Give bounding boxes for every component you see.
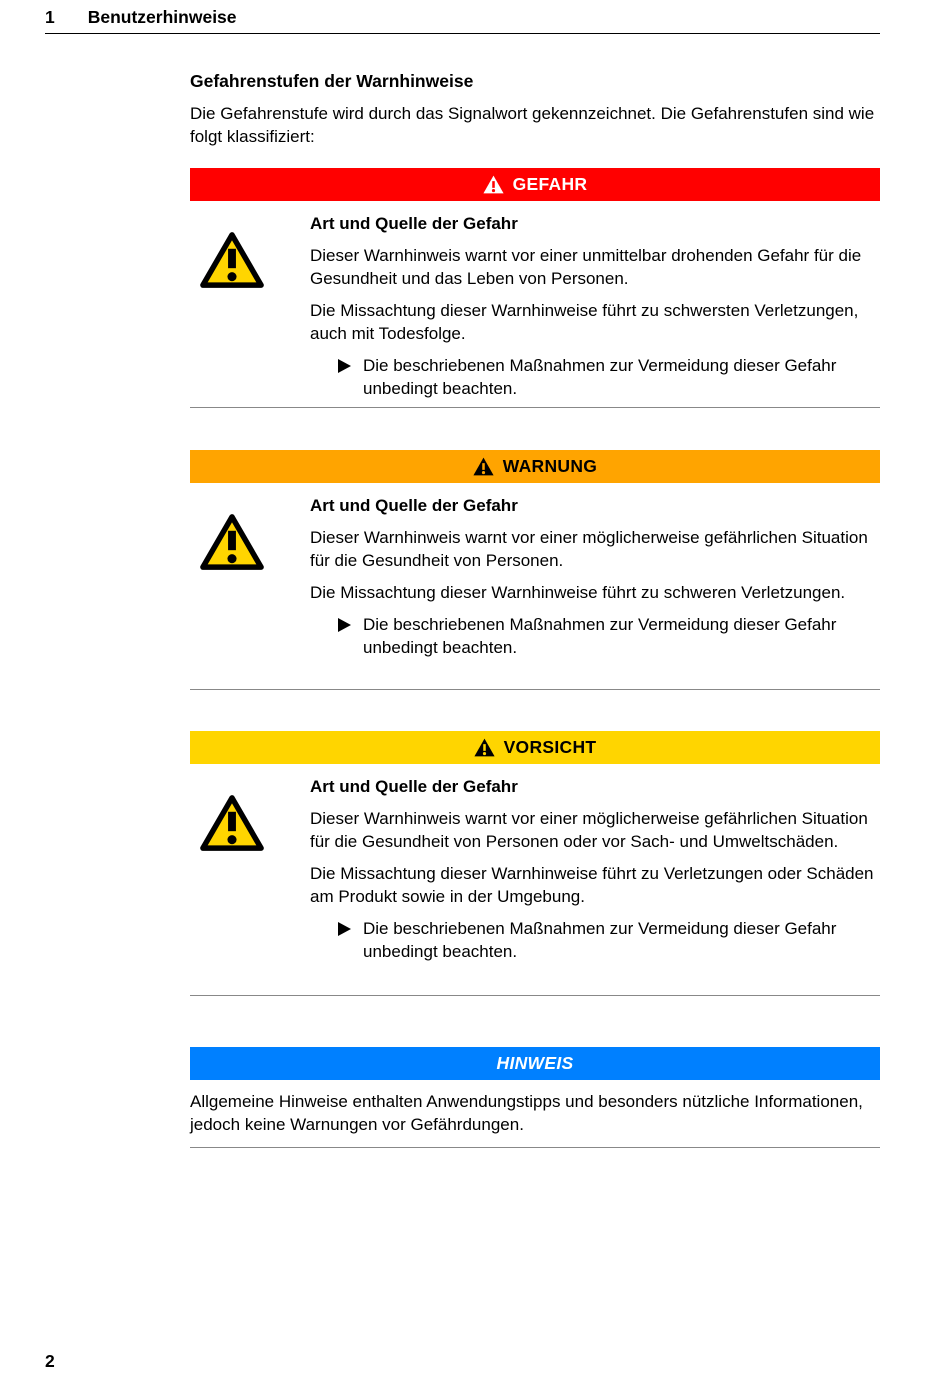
chapter-header (45, 6, 237, 29)
hazard-heading: Art und Quelle der Gefahr (310, 777, 518, 796)
hazard-paragraph: Die Missachtung dieser Warnhinweise führt zu Verletzungen oder Schäden am Produkt sowie in der Umgebung. (310, 864, 874, 906)
text-column (310, 775, 880, 963)
warnung-body (190, 494, 880, 659)
header-divider (45, 33, 880, 34)
text-column (310, 212, 880, 400)
warning-triangle-icon (198, 793, 266, 853)
signal-word: HINWEIS (496, 1053, 574, 1073)
warning-block-gefahr (190, 168, 880, 400)
text-column (310, 494, 880, 659)
section-divider (190, 407, 880, 408)
warning-sign-icon (483, 175, 504, 194)
action-bullet-icon (338, 359, 351, 373)
chapter-number: 1 (45, 7, 55, 27)
hinweis-banner (190, 1047, 880, 1080)
gefahr-banner (190, 168, 880, 201)
warnung-banner (190, 450, 880, 483)
vorsicht-body (190, 775, 880, 963)
page-footer (45, 1350, 55, 1373)
hazard-heading: Art und Quelle der Gefahr (310, 496, 518, 515)
section-divider (190, 689, 880, 690)
action-text: Die beschriebenen Maßnahmen zur Vermeidung dieser Gefahr unbedingt beachten. (363, 356, 837, 398)
action-item (310, 613, 880, 659)
icon-column (190, 775, 310, 963)
action-text: Die beschriebenen Maßnahmen zur Vermeidung dieser Gefahr unbedingt beachten. (363, 919, 837, 961)
chapter-title: Benutzerhinweise (87, 7, 237, 27)
intro-section (190, 70, 880, 148)
warning-block-warnung (190, 450, 880, 659)
section-divider (190, 995, 880, 996)
signal-word: VORSICHT (503, 737, 597, 757)
hazard-paragraph: Dieser Warnhinweis warnt vor einer möglicherweise gefährlichen Situation für die Gesundheit von Personen. (310, 528, 868, 570)
hazard-paragraph: Die Missachtung dieser Warnhinweise führt zu schweren Verletzungen. (310, 583, 846, 602)
action-item (310, 917, 880, 963)
warning-sign-icon (474, 738, 495, 757)
action-text: Die beschriebenen Maßnahmen zur Vermeidung dieser Gefahr unbedingt beachten. (363, 615, 837, 657)
hazard-paragraph: Die Missachtung dieser Warnhinweise führt zu schwersten Verletzungen, auch mit Todesfolge. (310, 301, 859, 343)
hazard-paragraph: Dieser Warnhinweis warnt vor einer unmittelbar drohenden Gefahr für die Gesundheit und das Leben von Personen. (310, 246, 862, 288)
page-number: 2 (45, 1351, 55, 1371)
signal-word: GEFAHR (512, 174, 588, 194)
gefahr-body (190, 212, 880, 400)
notice-block (190, 1047, 880, 1136)
action-bullet-icon (338, 618, 351, 632)
hazard-heading: Art und Quelle der Gefahr (310, 214, 518, 233)
intro-paragraph: Die Gefahrenstufe wird durch das Signalwort gekennzeichnet. Die Gefahrenstufen sind wie folgt klassifiziert: (190, 104, 875, 146)
notice-text: Allgemeine Hinweise enthalten Anwendungstipps und besonders nützliche Informationen, jedoch keine Warnungen vor Gefährdungen. (190, 1092, 863, 1134)
action-bullet-icon (338, 922, 351, 936)
icon-column (190, 212, 310, 400)
action-item (310, 354, 880, 400)
warning-triangle-icon (198, 512, 266, 572)
warning-sign-icon (473, 457, 494, 476)
section-divider (190, 1147, 880, 1148)
hazard-paragraph: Dieser Warnhinweis warnt vor einer möglicherweise gefährlichen Situation für die Gesundheit von Personen oder vor Sach- und Umweltschäden. (310, 809, 868, 851)
vorsicht-banner (190, 731, 880, 764)
section-title: Gefahrenstufen der Warnhinweise (190, 71, 474, 91)
icon-column (190, 494, 310, 659)
warning-block-vorsicht (190, 731, 880, 963)
signal-word: WARNUNG (502, 456, 598, 476)
warning-triangle-icon (198, 230, 266, 290)
